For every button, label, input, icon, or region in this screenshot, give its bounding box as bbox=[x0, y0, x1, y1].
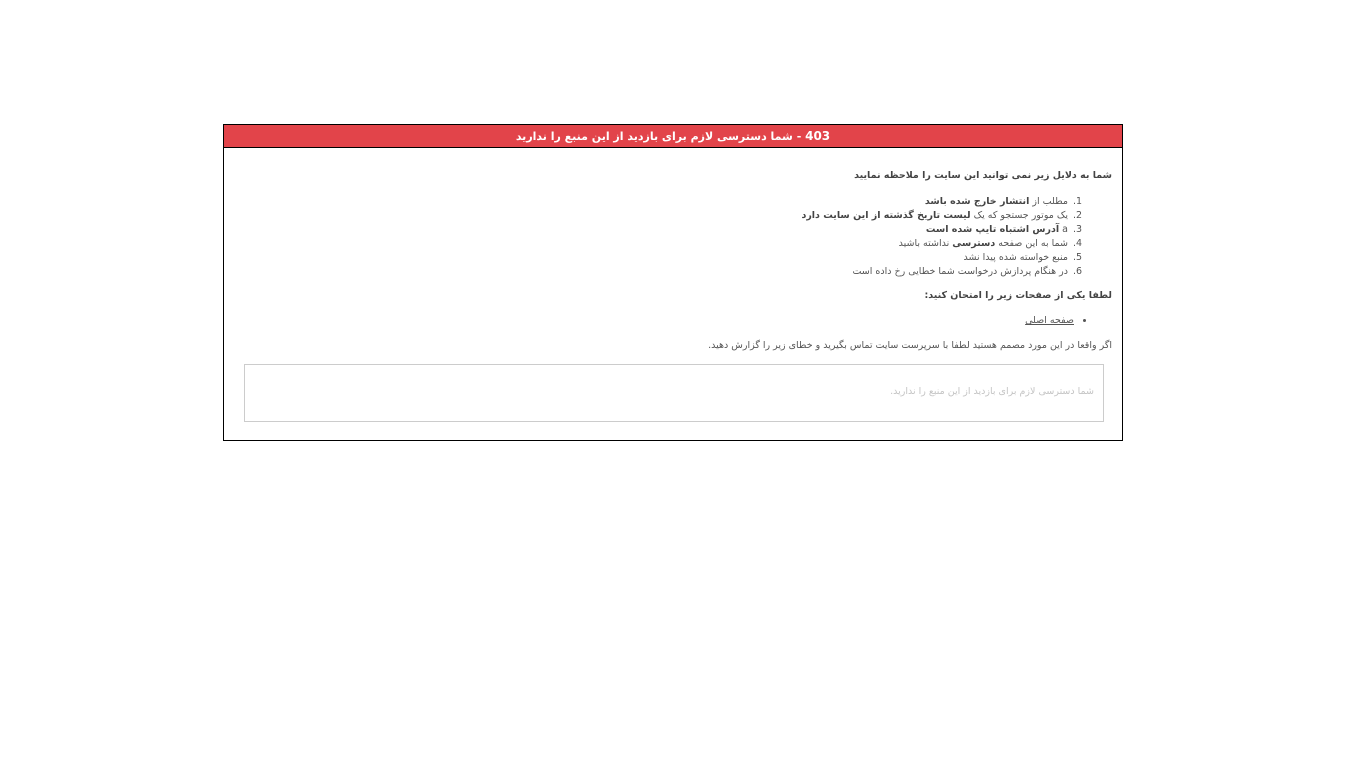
reason-text: منبع خواسته شده پیدا نشد bbox=[963, 252, 1068, 263]
reason-item bbox=[801, 251, 1070, 265]
suggested-links-list bbox=[1025, 315, 1088, 326]
contact-admin-text: اگر واقعا در این مورد مصمم هستید لطفا با سرپرست سایت تماس بگیرید و خطای زیر را گزارش دهید. bbox=[708, 340, 1112, 351]
reason-item bbox=[801, 195, 1070, 209]
reason-text: a bbox=[1059, 224, 1068, 235]
reason-item bbox=[801, 265, 1070, 279]
reason-text: مطلب از bbox=[1029, 196, 1068, 207]
reasons-list bbox=[801, 195, 1088, 279]
reason-item bbox=[801, 223, 1070, 237]
reason-item bbox=[801, 209, 1070, 223]
reason-text: یک موتور جستجو که یک bbox=[970, 210, 1068, 221]
reason-text: در هنگام پردازش درخواست شما خطایی رخ داده است bbox=[852, 266, 1068, 277]
intro-text: شما به دلایل زیر نمی توانید این سایت را ملاحظه نمایید bbox=[854, 170, 1112, 181]
error-box bbox=[223, 124, 1123, 441]
error-title-bar bbox=[224, 125, 1122, 148]
error-message: شما دسترسی لازم برای بازدید از این منبع را ندارید. bbox=[890, 386, 1094, 397]
reason-emphasis: دسترسی bbox=[952, 238, 996, 249]
error-code: 403 bbox=[805, 129, 831, 143]
reason-text: شما به این صفحه bbox=[995, 238, 1068, 249]
reason-emphasis: لیست تاریخ گذشته از این سایت دارد bbox=[801, 210, 971, 221]
reason-text: نداشته باشید bbox=[898, 238, 953, 249]
list-item bbox=[1025, 315, 1074, 326]
try-pages-label: لطفا یکی از صفحات زیر را امتحان کنید: bbox=[924, 290, 1112, 301]
home-page-link[interactable]: صفحه اصلی bbox=[1025, 315, 1074, 326]
error-message-box bbox=[244, 364, 1104, 422]
reason-item bbox=[801, 237, 1070, 251]
reason-emphasis: انتشار خارج شده باشد bbox=[924, 196, 1030, 207]
reason-emphasis: آدرس اشتباه تایپ شده است bbox=[925, 224, 1060, 235]
error-title: - شما دسترسی لازم برای بازدید از این منبع را ندارید bbox=[515, 130, 806, 143]
